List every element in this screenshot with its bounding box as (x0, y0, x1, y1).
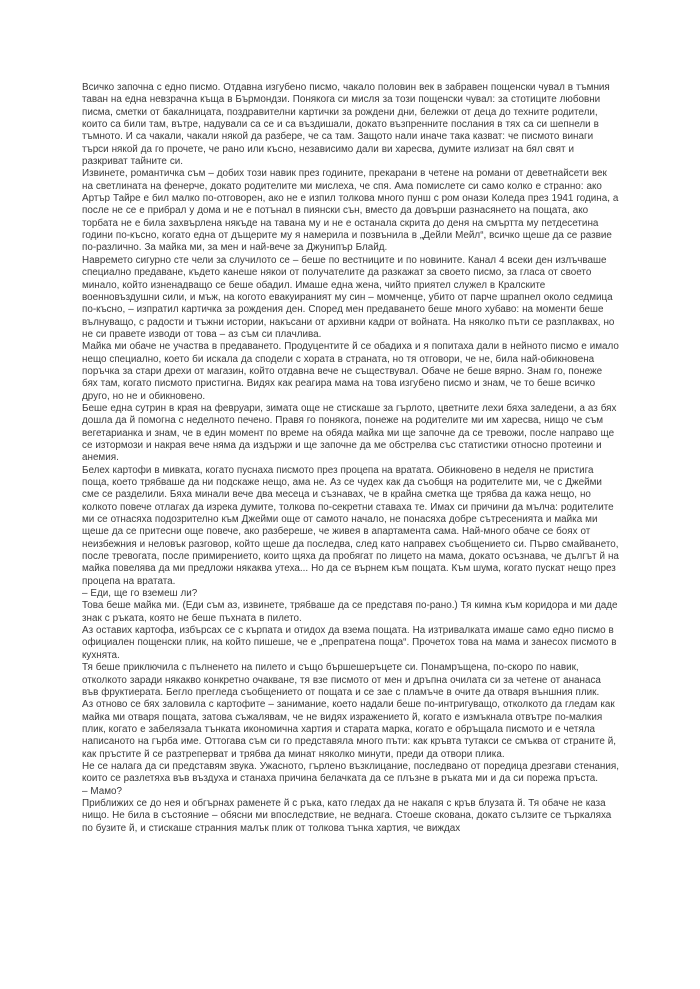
paragraph: Това беше майка ми. (Еди съм аз, извинете, трябваше да се представя по-рано.) Тя кимна към коридора и ми даде знак с ръката, която не беше пъхната в пилето. (82, 600, 618, 624)
paragraph: Всичко започна с едно писмо. Отдавна изгубено писмо, чакало половин век в забравен пощенски чувал в тъмния таван на една невзрачна къща в Бърмондзи. Понякога си мисля за този пощенски чувал: за стотиците любовни писма, сметки от бакалницата, поздравителни картички за рождени дни, бележки от деца до техните родители, които са били там, вътре, надували са се и са въздишали, докато възпренните послания в тях са си шепнели в тъмното. И са чакали, чакали някой да разбере, че са там. Защото нали иначе така казват: че писмото винаги търси някой да го прочете, че рано или късно, независимо дали ви харесва, думите излизат на бял свят и разкриват тайните си. (82, 82, 610, 168)
paragraph: Приближих се до нея и обгърнах раменете й с ръка, като гледах да не накапя с кръв блузата й. Тя обаче не каза нищо. Не била в състояние – обясни ми впоследствие, не веднага. Стоеше скована, докато сълзите се търкаляха по бузите й, и стискаше странния малък плик от толкова тънка хартия, че виждах (82, 797, 612, 834)
paragraph: Тя беше приключила с пълненето на пилето и също бършешеръцете си. Понамръщена, по-скоро по навик, отколкото заради някакво конкретно очакване, тя взе писмото от мен и дръпна очилата си за четене от ананаса във фруктиерата. Бегло прегледа съобщението от пощата и се зае с пламъче в очите да отваря външния плик. (82, 662, 601, 698)
document-page (82, 82, 620, 902)
paragraph: Не се налага да си представям звука. Ужасното, гърлено възклицание, последвано от поредица дрезгави стенания, които се разлетяха във въздуха и станаха причина белачката да се плъзне в ръката ми и да си порежа пръста. (82, 760, 619, 785)
paragraph: Извинете, романтичка съм – добих този навик през годините, прекарани в четене на романи от деветнайсети век на светлината на фенерче, докато родителите ми мислеха, че спя. Ама помислете си само колко е странно: ако Артър Тайре е бил малко по-отговорен, ако не е изпил толкова много пунш с ром онази Коледа през 1941 година, а после не се е прибрал у дома и не е потънал в пиянски сън, вместо да довърши разнасянето на пощата, ако торбата не е била захвърлена някъде на тавана му и не е останала скрита до деня на смъртта му петдесетина години по-късно, когато една от дъщерите му я намерила и позвънила в „Дейли Мейл“, всичко щеше да се развие по-различно. За майка ми, за мен и най-вече за Джунипър Блайд. (82, 168, 619, 254)
paragraph: Аз оставих картофа, избърсах се с кърпата и отидох да взема пощата. На изтривалката имаше само едно писмо в официален пощенски плик, на който пишеше, че е „препратена поща“. Прочетох това на мама и занесох писмото в кухнята. (82, 625, 617, 661)
paragraph: Белех картофи в мивката, когато пуснаха писмото през процепа на вратата. Обикновено в неделя не пристига поща, което трябваше да ни подскаже нещо, ама не. Аз се чудех как да съобщя на родителите ми, че с Джейми сме се разделили. Бяха минали вече два месеца и съзнавах, че в крайна сметка ще трябва да кажа нещо, но колкото повече отлагах да изрека думите, толкова по-секретни ставаха те. Имах си причини да мълча: родителите ми се отнасяха подозрително към Джейми още от самото начало, не понасяха добре сътресенията и майка ми щеше да се притесни още повече, ако разбереше, че живея в апартамента сама. Най-много обаче се боях от неизбежния и неловък разговор, който щеше да последва, след като направех съобщението си. Първо смайването, после тревогата, после примирението, които щяха да пробягат по лицето на мама, докато осъзнава, че дългът й на майка повелява да ми предложи някаква утеха... Но да се върнем към пощата. Към шума, когато пускат нещо през процепа на вратата. (82, 464, 619, 587)
dialogue-line: – Еди, ще го вземеш ли? (82, 588, 198, 600)
paragraph: Майка ми обаче не участва в предаването. Продуцентите й се обадиха и я попитаха дали в нейното писмо е имало нещо специално, което би искала да сподели с хората в страната, но тя отговори, че не, била най-обикновена поръчка за стари дрехи от магазин, който отдавна вече не съществувал. Обаче не беше вярно. Знам го, понеже бях там, когато писмото пристигна. Видях как реагира мама на това изгубено писмо и знам, че то беше всичко друго, но не и обикновено. (82, 341, 619, 402)
paragraph: Навремето сигурно сте чели за случилото се – беше по вестниците и по новините. Канал 4 всеки ден излъчваше специално предаване, където канеше някои от получателите да разкажат за своето писмо, за гласа от своето минало, който изненадващо се беше обадил. Имаше една жена, чийто приятел служел в Кралските военновъздушни сили, и мъж, на когото евакуираният му син – момченце, убито от парче шрапнел около седмица по-късно, – изпратил картичка за рождения ден. Според мен предаването беше много хубаво: на моменти беше вълнуващо, с радости и тъжни истории, накъсани от архивни кадри от войната. На няколко пъти се разплаквах, но не си правете изводи от това – аз съм си плачлива. (82, 254, 615, 340)
paragraph: Беше една сутрин в края на февруари, зимата още не стискаше за гърлото, цветните лехи бяха заледени, а аз бях дошла да й помогна с неделното печено. Правя го понякога, понеже на родителите ми им харесва, нищо че съм вегетарианка и знам, че в един момент по време на обяда майка ми ще започне да се тревожи, после направо ще се изтормози и накрая вече няма да издържи и ще започне да ме обстрелва със статистики относно протеини и анемия. (82, 402, 617, 464)
dialogue-line: – Мамо? (82, 785, 123, 797)
paragraph: Аз отново се бях заловила с картофите – занимание, което надали беше по-интригуващо, отколкото да гледам как майка ми отваря пощата, затова съжалявам, че не видях изражението й, когато е измъкнала отвътре по-малкия плик, когато е забелязала тънката икономична хартия и старата марка, когато е обръщала писмото и е четяла написаното на гърба име. Оттогава съм си го представяла много пъти: как кръвта тутакси се смъква от страните й, как пръстите й се разтреперват и трябва да минат няколко минути, преди да отвори плика. (82, 699, 617, 760)
